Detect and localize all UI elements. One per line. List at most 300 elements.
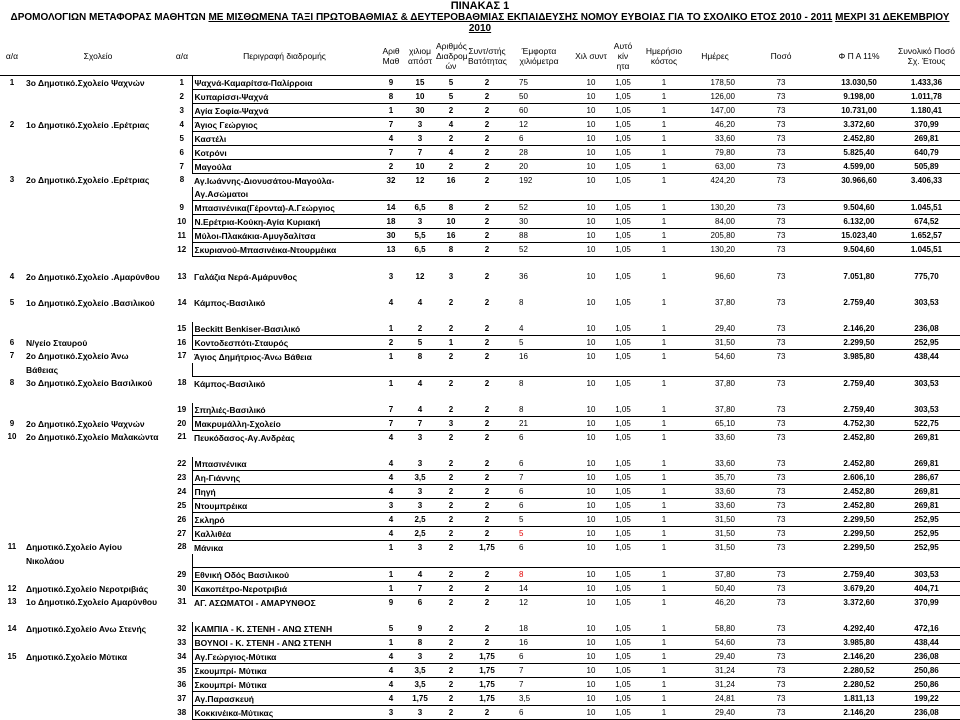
route-desc-cell: Κακοπέτρο-Νεροτριβιά bbox=[192, 582, 377, 596]
amount-cell: 2.759,40 bbox=[825, 568, 893, 582]
school-cell: Δημοτικό.Σχολείο Αγίου bbox=[26, 542, 122, 553]
coef-cell: 1,05 bbox=[611, 201, 635, 215]
amount-cell: 2.280,52 bbox=[825, 678, 893, 692]
table-row bbox=[0, 160, 960, 174]
routes-count-cell: 2 bbox=[435, 471, 467, 485]
aa-cell: 4 bbox=[9, 271, 15, 281]
coef-cell: 1,05 bbox=[615, 175, 631, 185]
km-cell: 4 bbox=[405, 568, 435, 582]
table-row bbox=[0, 336, 960, 350]
coef-cell: 1,05 bbox=[615, 351, 631, 361]
route-no-cell: 35 bbox=[177, 665, 187, 675]
vat-cell: 370,99 bbox=[914, 597, 939, 607]
vehicles-cell: 1 bbox=[635, 417, 693, 431]
km-cell: 3 bbox=[405, 457, 435, 471]
school-cell: Ν/γείο Σταυρού bbox=[26, 337, 88, 348]
table-row bbox=[0, 596, 960, 610]
daily-cost-cell: 147,00 bbox=[693, 104, 737, 118]
students-cell: 30 bbox=[377, 229, 405, 243]
coef-cell: 1,05 bbox=[611, 322, 635, 336]
vat-cell: 252,95 bbox=[893, 336, 960, 350]
students-cell: 4 bbox=[377, 678, 405, 692]
table-row bbox=[0, 350, 960, 364]
table-row bbox=[0, 568, 960, 582]
students-cell: 8 bbox=[377, 90, 405, 104]
passability-cell: 2 bbox=[484, 597, 490, 607]
amount-cell: 2.759,40 bbox=[825, 403, 893, 417]
routes-count-cell: 8 bbox=[435, 201, 467, 215]
table-row bbox=[0, 296, 960, 309]
days-cell: 73 bbox=[737, 215, 825, 229]
vat-cell: 370,99 bbox=[893, 118, 960, 132]
vehicles-cell: 1 bbox=[635, 146, 693, 160]
routes-count-cell: 1 bbox=[435, 336, 467, 350]
route-no-cell bbox=[172, 554, 192, 568]
coef-cell: 1,05 bbox=[611, 692, 635, 706]
vehicles-cell: 1 bbox=[635, 664, 693, 678]
days-cell: 73 bbox=[737, 471, 825, 485]
passability-cell bbox=[467, 187, 507, 201]
passability-cell: 2 bbox=[467, 471, 507, 485]
amount-cell: 15.023,40 bbox=[825, 229, 893, 243]
vehicles-cell: 1 bbox=[635, 243, 693, 257]
routes-count-cell: 2 bbox=[448, 297, 454, 307]
vehicles-cell: 1 bbox=[661, 271, 667, 281]
days-cell: 73 bbox=[776, 378, 786, 388]
students-cell: 4 bbox=[377, 485, 405, 499]
table-row bbox=[0, 457, 960, 471]
days-cell: 73 bbox=[737, 485, 825, 499]
route-no-cell: 38 bbox=[177, 707, 187, 717]
route-desc-cell: Σπηλιές-Βασιλικό bbox=[192, 403, 377, 417]
route-no-cell: 4 bbox=[179, 119, 184, 129]
route-no-cell: 25 bbox=[177, 500, 187, 510]
passability-cell: 2 bbox=[484, 271, 490, 281]
vat-cell: 1.652,57 bbox=[893, 229, 960, 243]
km-coef-cell: 10 bbox=[571, 146, 611, 160]
km-cell: 4 bbox=[405, 403, 435, 417]
routes-count-cell: 2 bbox=[448, 432, 454, 442]
students-cell: 4 bbox=[388, 297, 394, 307]
loaded-km-cell: 6 bbox=[519, 432, 524, 442]
blank-cell bbox=[0, 390, 960, 403]
school-cell bbox=[24, 215, 172, 229]
loaded-km-cell bbox=[507, 363, 571, 377]
passability-cell: 2 bbox=[467, 582, 507, 596]
students-cell: 1 bbox=[377, 322, 405, 336]
amount-cell: 3.679,20 bbox=[825, 582, 893, 596]
route-no-cell: 17 bbox=[177, 351, 187, 361]
amount-cell bbox=[825, 187, 893, 201]
header-vehicles: Αυτό κίν ητα bbox=[611, 37, 635, 76]
coef-cell: 1,05 bbox=[615, 542, 631, 552]
coef-cell: 1,05 bbox=[611, 132, 635, 146]
days-cell: 73 bbox=[737, 229, 825, 243]
days-cell bbox=[737, 187, 825, 201]
table-row bbox=[0, 377, 960, 391]
coef-cell: 1,05 bbox=[611, 582, 635, 596]
daily-cost-cell: 46,20 bbox=[693, 118, 737, 132]
route-no-cell: 30 bbox=[177, 583, 187, 593]
school-cell bbox=[24, 485, 172, 499]
daily-cost-cell: 205,80 bbox=[693, 229, 737, 243]
students-cell: 1 bbox=[388, 542, 394, 552]
days-cell: 73 bbox=[737, 582, 825, 596]
route-desc-cell: Καλλιθέα bbox=[192, 527, 377, 541]
vehicles-cell: 1 bbox=[661, 297, 667, 307]
vehicles-cell: 1 bbox=[635, 650, 693, 664]
aa-cell bbox=[0, 471, 24, 485]
route-desc-cell bbox=[192, 363, 377, 377]
routes-count-cell: 2 bbox=[435, 678, 467, 692]
vehicles-cell: 1 bbox=[635, 118, 693, 132]
route-desc-cell: Κάμπος-Βασιλικό bbox=[194, 297, 266, 308]
daily-cost-cell: 46,20 bbox=[714, 597, 735, 607]
aa-cell: 13 bbox=[7, 597, 17, 607]
vat-cell: 236,08 bbox=[893, 650, 960, 664]
amount-cell: 2.759,40 bbox=[843, 378, 875, 388]
amount-cell: 2.452,80 bbox=[825, 132, 893, 146]
days-cell: 73 bbox=[737, 403, 825, 417]
school-cell: 1ο Δημοτικό.Σχολείο .Ερέτριας bbox=[26, 119, 150, 130]
coef-cell: 1,05 bbox=[611, 568, 635, 582]
passability-cell: 1,75 bbox=[467, 664, 507, 678]
loaded-km-cell: 75 bbox=[507, 76, 571, 90]
route-no-cell: 24 bbox=[177, 486, 187, 496]
header-route-desc: Περιγραφή διαδρομής bbox=[192, 37, 377, 76]
route-no-cell: 32 bbox=[177, 623, 187, 633]
header-route-no: α/α bbox=[172, 37, 192, 76]
days-cell bbox=[737, 363, 825, 377]
coef-cell: 1,05 bbox=[611, 160, 635, 174]
amount-cell: 2.146,20 bbox=[825, 322, 893, 336]
km-cell: 5 bbox=[405, 336, 435, 350]
table-row bbox=[0, 622, 960, 636]
route-desc-cell: Κυπαρίσσι-Ψαχνά bbox=[192, 90, 377, 104]
route-no-cell: 22 bbox=[177, 458, 187, 468]
header-aa: α/α bbox=[0, 37, 24, 76]
loaded-km-cell: 16 bbox=[519, 351, 528, 361]
loaded-km-cell: 6 bbox=[507, 650, 571, 664]
days-cell: 73 bbox=[776, 542, 786, 552]
routes-count-cell: 2 bbox=[435, 322, 467, 336]
routes-count-cell: 2 bbox=[435, 513, 467, 527]
table-row bbox=[0, 174, 960, 188]
km-coef-cell: 10 bbox=[571, 664, 611, 678]
vat-cell: 1.011,78 bbox=[893, 90, 960, 104]
routes-count-cell: 2 bbox=[435, 403, 467, 417]
aa-cell bbox=[0, 678, 24, 692]
km-cell: 4 bbox=[417, 297, 423, 307]
days-cell: 73 bbox=[737, 692, 825, 706]
aa-cell: 11 bbox=[7, 542, 17, 552]
daily-cost-cell: 54,60 bbox=[693, 636, 737, 650]
km-cell: 6,5 bbox=[405, 201, 435, 215]
route-desc-cell: Καστέλι bbox=[192, 132, 377, 146]
route-no-cell bbox=[172, 363, 192, 377]
passability-cell: 2 bbox=[467, 118, 507, 132]
students-cell: 13 bbox=[377, 243, 405, 257]
vehicles-cell: 1 bbox=[661, 432, 667, 442]
route-no-cell: 26 bbox=[177, 514, 187, 524]
table-row bbox=[0, 215, 960, 229]
subtitle-part-1: ΔΡΟΜΟΛΟΓΙΩΝ ΜΕΤΑΦΟΡΑΣ ΜΑΘΗΤΩΝ bbox=[10, 12, 206, 23]
blank-cell bbox=[0, 444, 960, 457]
coef-cell: 1,05 bbox=[611, 499, 635, 513]
table-row bbox=[0, 417, 960, 431]
aa-cell: 5 bbox=[9, 297, 15, 307]
km-coef-cell: 10 bbox=[586, 351, 596, 361]
students-cell: 4 bbox=[377, 471, 405, 485]
routes-count-cell bbox=[435, 554, 467, 568]
passability-cell: 2 bbox=[484, 175, 490, 185]
daily-cost-cell: 35,70 bbox=[693, 471, 737, 485]
vat-cell: 640,79 bbox=[893, 146, 960, 160]
vehicles-cell: 1 bbox=[635, 692, 693, 706]
km-coef-cell: 10 bbox=[571, 527, 611, 541]
vehicles-cell: 1 bbox=[635, 636, 693, 650]
aa-cell bbox=[0, 513, 24, 527]
daily-cost-cell: 50,40 bbox=[693, 582, 737, 596]
daily-cost-cell: 130,20 bbox=[693, 201, 737, 215]
route-no-cell: 20 bbox=[177, 418, 187, 428]
students-cell: 4 bbox=[377, 513, 405, 527]
aa-cell: 8 bbox=[9, 378, 15, 388]
daily-cost-cell: 33,60 bbox=[693, 499, 737, 513]
school-cell bbox=[24, 678, 172, 692]
route-no-cell: 7 bbox=[179, 161, 184, 171]
amount-cell: 30.966,60 bbox=[841, 175, 877, 185]
daily-cost-cell: 24,81 bbox=[693, 692, 737, 706]
routes-count-cell: 2 bbox=[435, 485, 467, 499]
route-no-cell: 12 bbox=[177, 244, 187, 254]
route-no-cell: 2 bbox=[179, 91, 184, 101]
km-coef-cell: 10 bbox=[586, 271, 596, 281]
route-no-cell: 5 bbox=[179, 133, 184, 143]
passability-cell: 2 bbox=[467, 636, 507, 650]
routes-count-cell: 2 bbox=[435, 568, 467, 582]
amount-cell: 2.299,50 bbox=[825, 513, 893, 527]
km-coef-cell: 10 bbox=[571, 485, 611, 499]
aa-cell bbox=[0, 132, 24, 146]
aa-cell bbox=[0, 201, 24, 215]
header-km-coef: Χιλ συντ bbox=[571, 37, 611, 76]
vat-cell: 1.433,36 bbox=[893, 76, 960, 90]
km-coef-cell: 10 bbox=[571, 650, 611, 664]
days-cell: 73 bbox=[737, 457, 825, 471]
km-cell: 3,5 bbox=[405, 471, 435, 485]
km-cell: 9 bbox=[405, 622, 435, 636]
coef-cell: 1,05 bbox=[611, 146, 635, 160]
km-coef-cell: 10 bbox=[571, 636, 611, 650]
days-cell: 73 bbox=[737, 118, 825, 132]
km-coef-cell: 10 bbox=[571, 417, 611, 431]
km-coef-cell: 10 bbox=[571, 336, 611, 350]
routes-table bbox=[0, 37, 960, 720]
routes-count-cell: 2 bbox=[435, 457, 467, 471]
students-cell: 9 bbox=[388, 597, 394, 607]
vat-cell bbox=[893, 554, 960, 568]
table-row bbox=[0, 485, 960, 499]
days-cell: 73 bbox=[737, 664, 825, 678]
school-cell bbox=[24, 322, 172, 336]
passability-cell: 2 bbox=[467, 568, 507, 582]
km-cell: 7 bbox=[405, 146, 435, 160]
students-cell: 1 bbox=[377, 104, 405, 118]
km-cell: 2,5 bbox=[405, 527, 435, 541]
days-cell: 73 bbox=[737, 650, 825, 664]
days-cell: 73 bbox=[776, 175, 786, 185]
route-desc-cell: Αγ.Παρασκευή bbox=[192, 692, 377, 706]
km-coef-cell: 10 bbox=[571, 118, 611, 132]
aa-cell: 15 bbox=[7, 651, 17, 661]
aa-cell bbox=[0, 160, 24, 174]
daily-cost-cell: 54,60 bbox=[714, 351, 735, 361]
aa-cell bbox=[0, 243, 24, 257]
loaded-km-cell: 6 bbox=[507, 499, 571, 513]
daily-cost-cell: 31,50 bbox=[693, 513, 737, 527]
table-row bbox=[0, 499, 960, 513]
loaded-km-cell: 6 bbox=[507, 457, 571, 471]
table-row bbox=[0, 104, 960, 118]
km-cell: 12 bbox=[415, 175, 425, 185]
subtitle-part-2: ΜΕ ΜΙΣΘΩΜΕΝΑ ΤΑΞΙ ΠΡΩΤΟΒΑΘΜΙΑΣ & ΔΕΥΤΕΡΟΒΑΘΜΙΑΣ ΕΚΠΑΙΔΕΥΣΗΣ ΝΟΜΟΥ ΕΥΒΟΙΑΣ ΓΙΑ ΤΟ ΣΧΟΛΙΚΟ ΕΤΟΣ 2010 - 2011 bbox=[208, 12, 833, 23]
passability-cell: 2 bbox=[467, 499, 507, 513]
vehicles-cell: 1 bbox=[635, 403, 693, 417]
passability-cell: 2 bbox=[484, 351, 490, 361]
loaded-km-cell: 192 bbox=[519, 175, 533, 185]
vehicles-cell: 1 bbox=[635, 322, 693, 336]
route-desc-cell: Κοντοδεσπότι-Σταυρός bbox=[192, 336, 377, 350]
loaded-km-cell: 5 bbox=[507, 336, 571, 350]
coef-cell: 1,05 bbox=[611, 243, 635, 257]
students-cell: 9 bbox=[377, 76, 405, 90]
header-school: Σχολείο bbox=[24, 37, 172, 76]
route-desc-cell: Άγιος Γεώργιος bbox=[192, 118, 377, 132]
coef-cell: 1,05 bbox=[615, 378, 631, 388]
vehicles-cell bbox=[635, 187, 693, 201]
school-cell bbox=[24, 664, 172, 678]
aa-cell: 6 bbox=[9, 337, 15, 347]
vehicles-cell: 1 bbox=[635, 527, 693, 541]
route-desc-cell: Μπασινένικα bbox=[192, 457, 377, 471]
route-desc-cell: Αγ.Ιωάννης-Διονυσάτου-Μαγούλα- bbox=[194, 175, 335, 186]
coef-cell: 1,05 bbox=[611, 706, 635, 720]
route-no-cell: 33 bbox=[177, 637, 187, 647]
km-cell: 4 bbox=[417, 378, 423, 388]
table-row bbox=[0, 582, 960, 596]
routes-count-cell: 2 bbox=[435, 650, 467, 664]
students-cell: 4 bbox=[388, 432, 394, 442]
page-title: ΠΙΝΑΚΑΣ 1 bbox=[450, 0, 510, 12]
days-cell: 73 bbox=[776, 271, 786, 281]
route-desc-cell: Μακρυμάλλη-Σχολείο bbox=[192, 417, 377, 431]
route-desc-cell: ΑΓ. ΑΣΩΜΑΤΟΙ - ΑΜΑΡΥΝΘΟΣ bbox=[194, 597, 316, 608]
passability-cell: 2 bbox=[467, 336, 507, 350]
coef-cell: 1,05 bbox=[615, 432, 631, 442]
km-cell: 10 bbox=[405, 90, 435, 104]
amount-cell: 2.452,80 bbox=[825, 499, 893, 513]
amount-cell: 13.030,50 bbox=[825, 76, 893, 90]
route-no-cell: 14 bbox=[177, 297, 187, 307]
coef-cell: 1,05 bbox=[611, 215, 635, 229]
students-cell: 1 bbox=[388, 351, 394, 361]
km-cell: 3 bbox=[417, 432, 423, 442]
route-desc-cell: Εθνική Οδός Βασιλικού bbox=[192, 568, 377, 582]
blank-row bbox=[0, 283, 960, 296]
vat-cell: 250,86 bbox=[893, 664, 960, 678]
table-row bbox=[0, 650, 960, 664]
students-cell: 2 bbox=[377, 160, 405, 174]
header-loaded-km: Έμφορτα χιλιόμετρα bbox=[507, 37, 571, 76]
vehicles-cell: 1 bbox=[635, 90, 693, 104]
route-no-cell: 15 bbox=[177, 323, 187, 333]
routes-count-cell bbox=[435, 187, 467, 201]
daily-cost-cell: 29,40 bbox=[693, 706, 737, 720]
school-cell: Δημοτικό.Σχολείο Ανω Στενής bbox=[26, 623, 147, 634]
loaded-km-cell: 30 bbox=[507, 215, 571, 229]
coef-cell: 1,05 bbox=[615, 271, 631, 281]
amount-cell: 2.452,80 bbox=[825, 457, 893, 471]
coef-cell: 1,05 bbox=[611, 90, 635, 104]
school-cell: 3ο Δημοτικό.Σχολείο Βασιλικού bbox=[26, 378, 153, 389]
route-desc-cell: Γαλάζια Νερά-Αμάρυνθος bbox=[194, 271, 298, 282]
routes-count-cell: 2 bbox=[435, 104, 467, 118]
coef-cell bbox=[611, 363, 635, 377]
days-cell: 73 bbox=[737, 513, 825, 527]
route-no-cell: 1 bbox=[179, 77, 184, 87]
route-no-cell: 37 bbox=[177, 693, 187, 703]
amount-cell: 2.280,52 bbox=[825, 664, 893, 678]
school-cell: 1ο Δημοτικό.Σχολείο .Βασιλικού bbox=[26, 297, 155, 308]
vehicles-cell: 1 bbox=[635, 215, 693, 229]
vat-cell: 269,81 bbox=[893, 499, 960, 513]
coef-cell: 1,05 bbox=[611, 527, 635, 541]
vat-cell: 252,95 bbox=[893, 513, 960, 527]
loaded-km-cell: 7 bbox=[507, 664, 571, 678]
loaded-km-cell: 36 bbox=[519, 271, 528, 281]
days-cell: 73 bbox=[737, 678, 825, 692]
school-cell bbox=[24, 160, 172, 174]
passability-cell: 2 bbox=[467, 243, 507, 257]
routes-count-cell: 3 bbox=[448, 271, 454, 281]
vat-cell: 269,81 bbox=[914, 432, 939, 442]
routes-count-cell: 2 bbox=[435, 636, 467, 650]
aa-cell: 12 bbox=[7, 583, 17, 593]
km-coef-cell: 10 bbox=[571, 229, 611, 243]
coef-cell: 1,05 bbox=[611, 636, 635, 650]
vehicles-cell: 1 bbox=[661, 542, 667, 552]
vat-cell: 1.045,51 bbox=[893, 243, 960, 257]
km-coef-cell: 10 bbox=[571, 471, 611, 485]
loaded-km-cell: 20 bbox=[507, 160, 571, 174]
daily-cost-cell: 33,60 bbox=[693, 132, 737, 146]
days-cell: 73 bbox=[776, 597, 786, 607]
km-cell: 7 bbox=[405, 417, 435, 431]
coef-cell: 1,05 bbox=[611, 336, 635, 350]
blank-cell bbox=[0, 309, 960, 322]
table-row bbox=[0, 201, 960, 215]
routes-count-cell: 2 bbox=[435, 499, 467, 513]
vat-cell: 505,89 bbox=[893, 160, 960, 174]
days-cell: 73 bbox=[776, 297, 786, 307]
route-desc-cell: Μαγούλα bbox=[192, 160, 377, 174]
vat-cell: 252,95 bbox=[914, 542, 939, 552]
route-desc-cell: Σκυριανού-Μπασινέικα-Ντουρμέικα bbox=[192, 243, 377, 257]
loaded-km-cell: 4 bbox=[507, 322, 571, 336]
students-cell: 14 bbox=[377, 201, 405, 215]
blank-row bbox=[0, 609, 960, 622]
